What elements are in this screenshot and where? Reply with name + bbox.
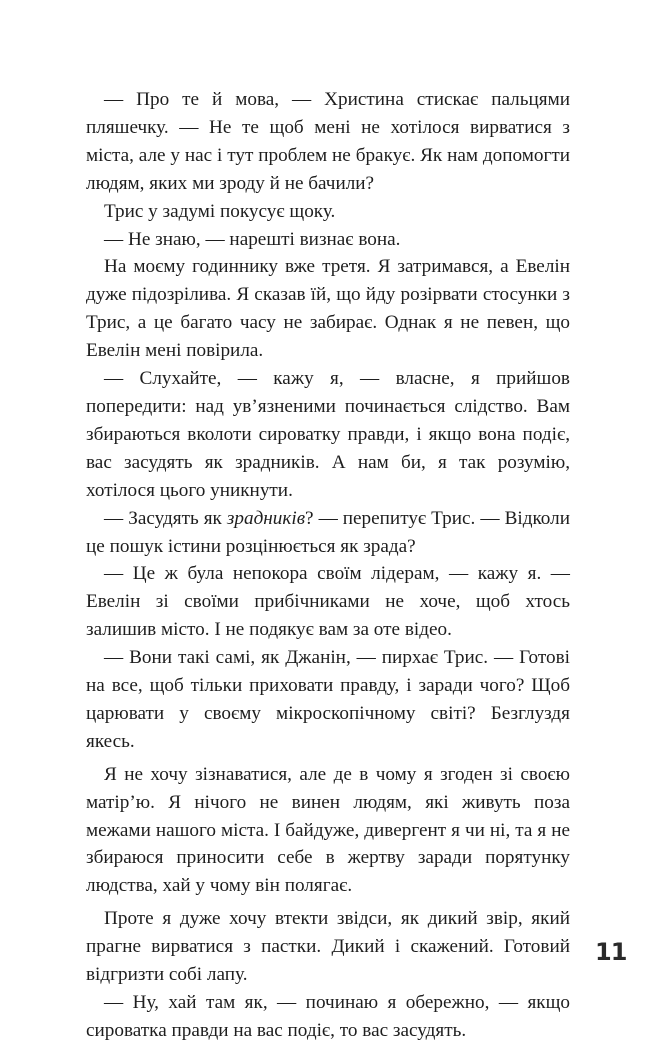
paragraph: Проте я дуже хочу втекти звідси, як дикий звір, який прагне вирватися з пастки. Дикий і скажений. Готовий відгризти собі лапу.	[86, 908, 570, 986]
paragraph: — Про те й мова, — Христина стискає пальцями пляшечку. — Не те щоб мені не хотілося вирватися з міста, але у нас і тут проблем не бракує. Як нам допомогти людям, яких ми зроду й не бачили?	[86, 89, 570, 194]
italic-word: зрадників	[226, 507, 306, 529]
paragraph-text: ? — перепитує Трис. — Відколи це пошук істини розцінюється як зрада?	[86, 507, 570, 557]
paragraph: Трис у задумі покусує щоку.	[104, 200, 336, 222]
page-number: 11	[595, 938, 627, 966]
paragraph: — Ну, хай там як, — починаю я обережно, — якщо сироватка правди на вас подіє, то вас засудять.	[86, 992, 570, 1041]
paragraph: На моєму годиннику вже третя. Я затримався, а Евелін дуже підозрілива. Я сказав їй, що йду розірвати стосунки з Трис, а це багато часу не забирає. Однак я не певен, що Евелін мені повірила.	[86, 256, 570, 362]
body-text	[86, 86, 570, 1045]
paragraph: — Це ж була непокора своїм лідерам, — кажу я. — Евелін зі своїми прибічниками не хоче, щоб хтось залишив місто. І не подякує вам за оте відео.	[86, 563, 570, 641]
paragraph: — Слухайте, — кажу я, — власне, я прийшов попередити: над ув’язненими починається слідство. Вам збираються вколоти сироватку правди, і якщо вона подіє, вас засудять як зрадників. А нам би, я так розумію, хотілося цього уникнути.	[86, 368, 570, 501]
paragraph: — Не знаю, — нарешті визнає вона.	[104, 228, 401, 250]
paragraph-text: — Засудять як	[104, 507, 227, 529]
paragraph	[86, 505, 570, 561]
paragraph: — Вони такі самі, як Джанін, — пирхає Трис. — Готові на все, щоб тільки приховати правду, і заради чого? Щоб царювати у своєму мікроскопічному світі? Безглуздя якесь.	[86, 647, 570, 752]
paragraph: Я не хочу зізнаватися, але де в чому я згоден зі своєю матір’ю. Я нічого не винен людям, які живуть поза межами нашого міста. І байдуже, дивергент я чи ні, та я не збираюся приносити себе в жертву заради порятунку людства, хай у чому він полягає.	[86, 763, 570, 897]
